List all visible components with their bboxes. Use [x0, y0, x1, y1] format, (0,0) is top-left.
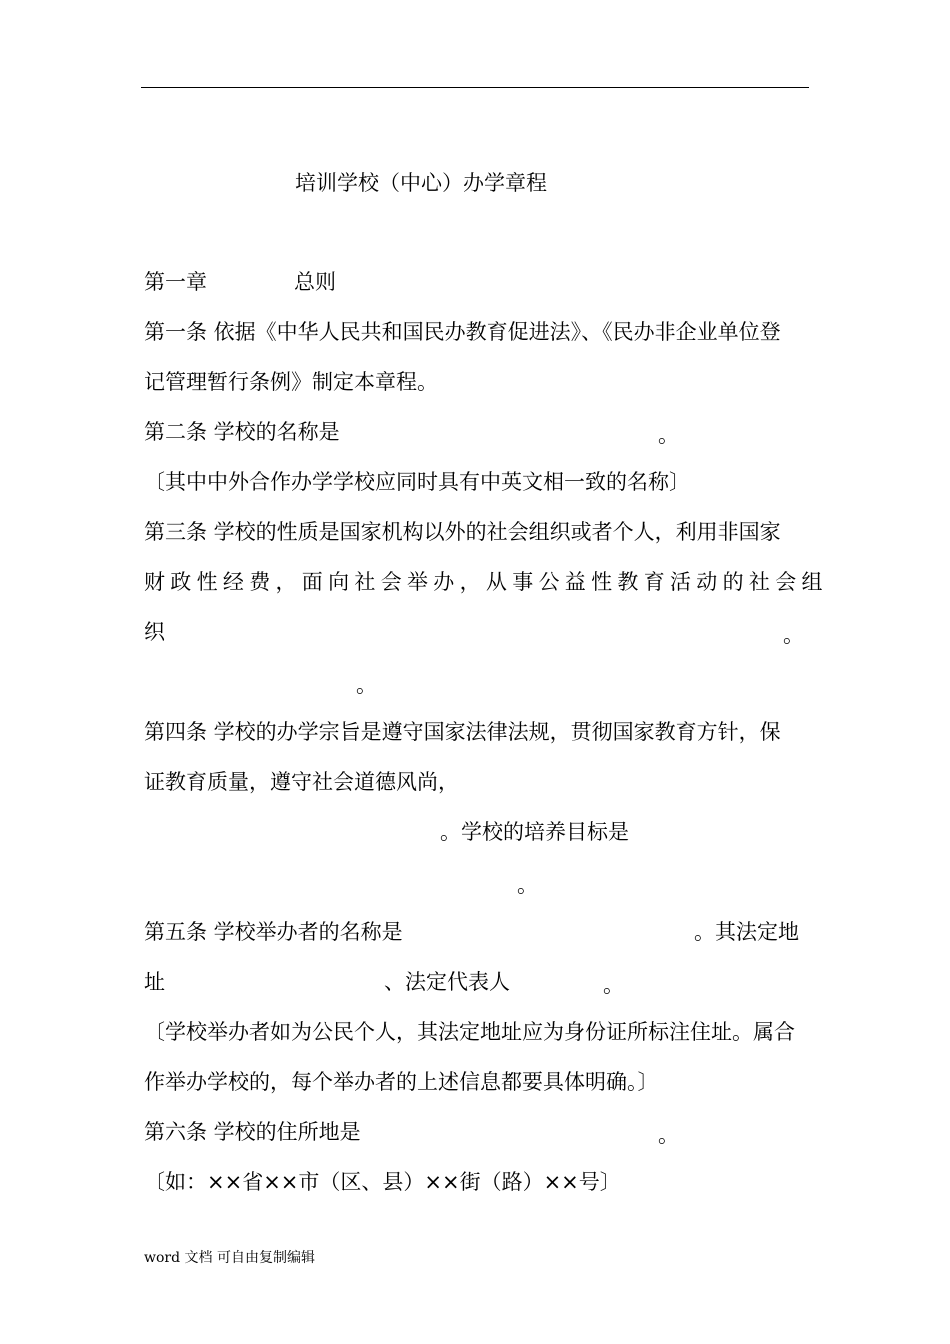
header-rule — [141, 87, 809, 88]
article-6-note: 〔如：××省××市（区、县）××街（路）××号〕 — [144, 1170, 621, 1194]
article-4-line-3: 。学校的培养目标是 — [440, 820, 629, 844]
article-1-line-2: 记管理暂行条例》制定本章程。 — [144, 370, 438, 394]
article-2-note: 〔其中中外合作办学学校应同时具有中英文相一致的名称〕 — [144, 470, 690, 494]
chapter-name: 总则 — [294, 270, 336, 294]
article-5-tail: 。其法定地 — [694, 920, 799, 944]
footer-note: word 文档 可自由复制编辑 — [144, 1250, 315, 1266]
article-6-end: 。 — [658, 1123, 679, 1147]
article-4-line-2: 证教育质量，遵守社会道德风尚， — [144, 770, 459, 794]
article-2-end: 。 — [658, 423, 679, 447]
article-5-note-1: 〔学校举办者如为公民个人，其法定地址应为身份证所标注住址。属合 — [144, 1020, 795, 1044]
article-5-note-2: 作举办学校的，每个举办者的上述信息都要具体明确。〕 — [144, 1070, 659, 1094]
article-6-text: 第六条 学校的住所地是 — [144, 1120, 361, 1144]
article-5-representative: 、法定代表人 — [384, 970, 510, 994]
article-3-line-1: 第三条 学校的性质是国家机构以外的社会组织或者个人，利用非国家 — [144, 520, 781, 544]
chapter-label: 第一章 — [144, 270, 207, 294]
article-3-end-1: 。 — [783, 623, 804, 647]
article-3-line-2: 财政性经费，面向社会举办，从事公益性教育活动的社会组 — [144, 570, 828, 594]
article-5-end: 。 — [603, 973, 624, 997]
article-5-line-2: 址 — [144, 970, 165, 994]
article-3-end-2: 。 — [356, 673, 377, 697]
article-3-line-3: 织 — [144, 620, 165, 644]
article-2-text: 第二条 学校的名称是 — [144, 420, 340, 444]
article-1-line-1: 第一条 依据《中华人民共和国民办教育促进法》、《民办非企业单位登 — [144, 320, 781, 344]
document-title: 培训学校（中心）办学章程 — [295, 171, 547, 195]
article-4-end: 。 — [517, 873, 538, 897]
article-5-text: 第五条 学校举办者的名称是 — [144, 920, 403, 944]
article-4-line-1: 第四条 学校的办学宗旨是遵守国家法律法规，贯彻国家教育方针，保 — [144, 720, 781, 744]
